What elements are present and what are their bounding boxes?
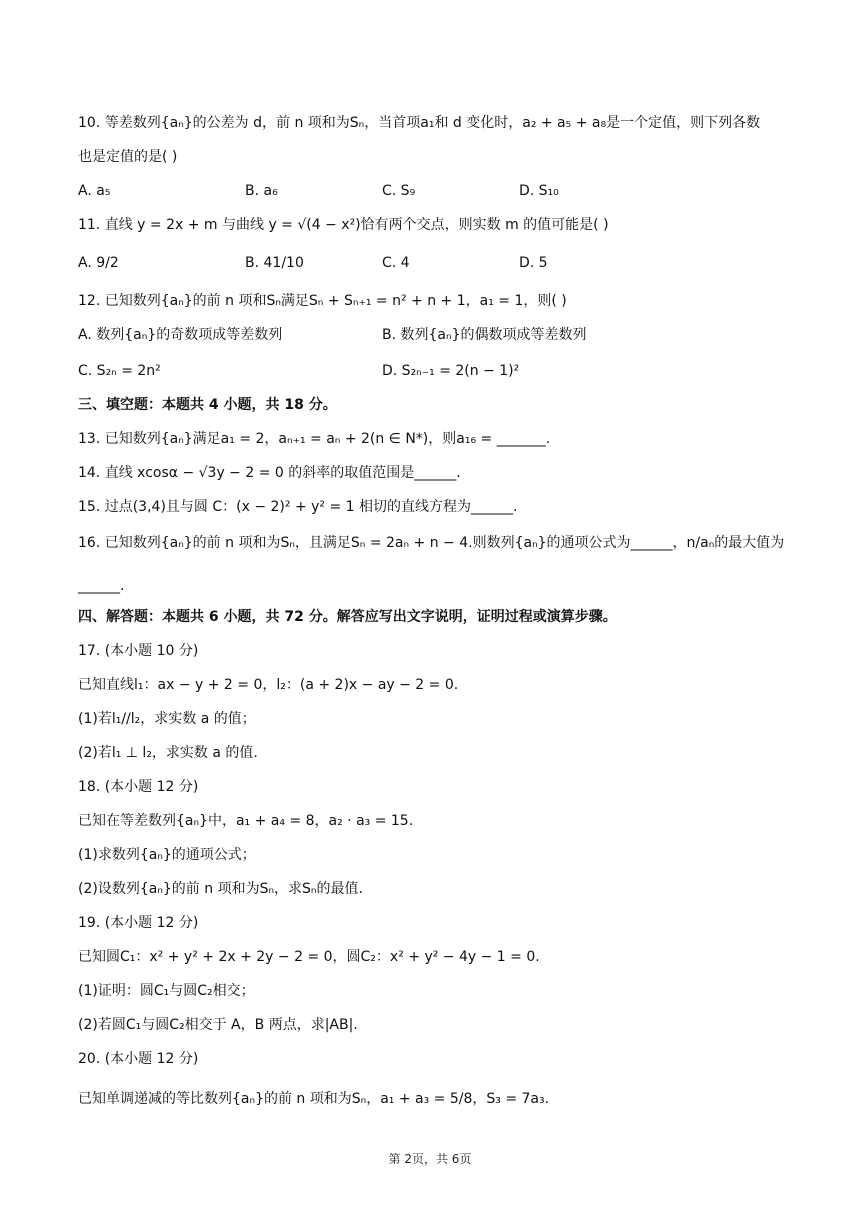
q19-stem: 已知圆C₁：x² + y² + 2x + 2y − 2 = 0，圆C₂：x² + y² − 4y − 1 = 0. [78,949,540,965]
q11-option-b: B. 41/10 [245,255,304,271]
q17-stem: 已知直线l₁：ax − y + 2 = 0，l₂：(a + 2)x − ay − 2 = 0. [78,677,459,693]
q17-header: 17. (本小题 10 分) [78,643,199,659]
q19-header: 19. (本小题 12 分) [78,915,199,931]
section-4-heading: 四、解答题：本题共 6 小题，共 72 分。解答应写出文字说明，证明过程或演算步骤。 [78,609,617,625]
q11-stem: 11. 直线 y = 2x + m 与曲线 y = √(4 − x²)恰有两个交点，则实数 m 的值可能是( ) [78,217,609,233]
q19-part1: (1)证明：圆C₁与圆C₂相交； [78,983,255,999]
page-footer: 第 2页，共 6页 [388,1152,472,1166]
q14-stem: 14. 直线 xcosα − √3y − 2 = 0 的斜率的取值范围是______. [78,465,461,481]
q13-stem: 13. 已知数列{aₙ}满足a₁ = 2，aₙ₊₁ = aₙ + 2(n ∈ N*)，则a₁₆ = _______. [78,431,551,447]
q12-stem: 12. 已知数列{aₙ}的前 n 项和Sₙ满足Sₙ + Sₙ₊₁ = n² + n + 1，a₁ = 1，则( ) [78,293,567,309]
q18-part2: (2)设数列{aₙ}的前 n 项和为Sₙ，求Sₙ的最值. [78,881,363,897]
q12-option-c: C. S₂ₙ = 2n² [78,363,161,379]
q11-option-c: C. 4 [382,255,410,271]
q18-part1: (1)求数列{aₙ}的通项公式； [78,847,256,863]
q19-part2: (2)若圆C₁与圆C₂相交于 A，B 两点，求|AB|. [78,1017,358,1033]
q10-option-a: A. a₅ [78,183,111,199]
q20-stem: 已知单调递减的等比数列{aₙ}的前 n 项和为Sₙ，a₁ + a₃ = 5/8，S₃ = 7a₃. [78,1091,550,1107]
section-3-heading: 三、填空题：本题共 4 小题，共 18 分。 [78,397,337,413]
q12-option-b: B. 数列{aₙ}的偶数项成等差数列 [382,327,587,343]
q11-option-a: A. 9/2 [78,255,119,271]
q12-option-a: A. 数列{aₙ}的奇数项成等差数列 [78,327,283,343]
q10-option-b: B. a₆ [245,183,278,199]
q17-part2: (2)若l₁ ⊥ l₂，求实数 a 的值. [78,745,258,761]
q15-stem: 15. 过点(3,4)且与圆 C：(x − 2)² + y² = 1 相切的直线方程为______. [78,499,518,515]
q17-part1: (1)若l₁//l₂，求实数 a 的值； [78,711,256,727]
q18-header: 18. (本小题 12 分) [78,779,199,795]
q10-option-d: D. S₁₀ [519,183,559,199]
q10-stem-line2: 也是定值的是( ) [78,149,178,165]
q10-stem-line1: 10. 等差数列{aₙ}的公差为 d，前 n 项和为Sₙ，当首项a₁和 d 变化时，a₂ + a₅ + a₈是一个定值，则下列各数 [78,115,761,131]
q11-option-d: D. 5 [519,255,548,271]
q16-stem-line1: 16. 已知数列{aₙ}的前 n 项和为Sₙ，且满足Sₙ = 2aₙ + n − 4.则数列{aₙ}的通项公式为______，n/aₙ的最大值为 [78,535,785,551]
q16-stem-line2: ______. [78,578,125,594]
q12-option-d: D. S₂ₙ₋₁ = 2(n − 1)² [382,363,520,379]
q10-option-c: C. S₉ [382,183,416,199]
q18-stem: 已知在等差数列{aₙ}中，a₁ + a₄ = 8，a₂ · a₃ = 15. [78,813,414,829]
q20-header: 20. (本小题 12 分) [78,1051,199,1067]
